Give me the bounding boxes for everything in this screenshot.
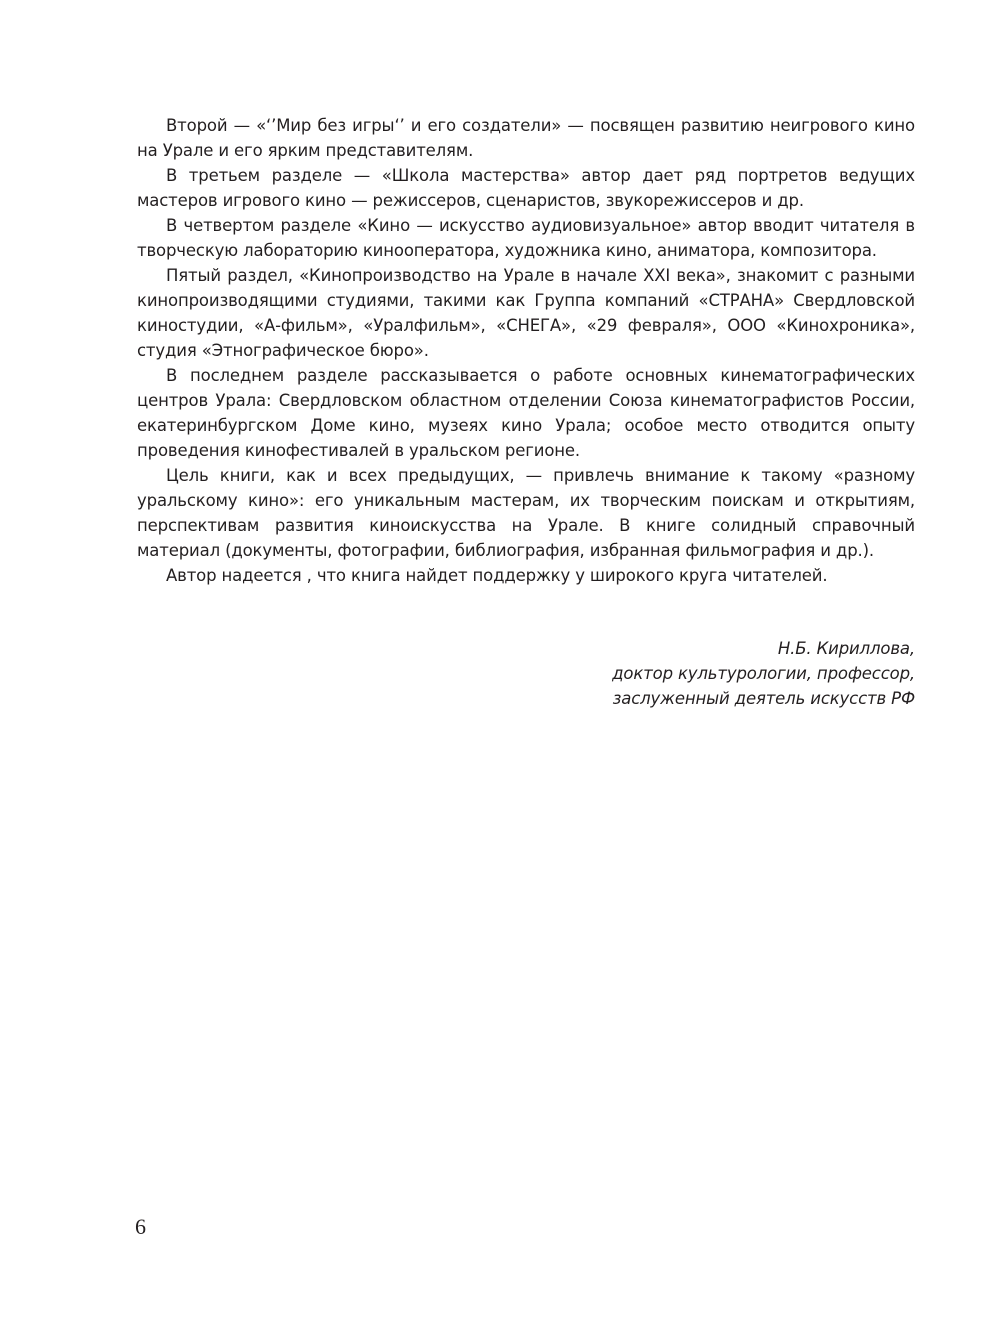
paragraph-4: Пятый раздел, «Кинопроизводство на Урале в начале XXI века», знакомит с разными кинопроизводящими студиями, такими как Группа компаний «СТРАНА» Свердловской киностудии, «А-фильм», «Уралфильм», «СНЕГА», «29 февраля», ООО «Кинохроника», студия «Этнографическое бюро».	[137, 266, 915, 360]
page-number: 6	[135, 1214, 146, 1239]
paragraph-7: Автор надеется , что книга найдет поддержку у широкого круга читателей.	[166, 566, 828, 585]
signature-block	[415, 636, 915, 711]
signature-name: Н.Б. Кириллова,	[777, 639, 915, 658]
paragraph-5: В последнем разделе рассказывается о работе основных кинематографических центров Урала: Свердловском областном отделении Союза кинематографистов России, екатеринбургском Доме кино, музеях кино Урала; особое место отводится опыту проведения кинофестивалей в уральском регионе.	[137, 366, 915, 460]
paragraph-3: В четвертом разделе «Кино — искусство аудиовизуальное» автор вводит читателя в творческую лабораторию кинооператора, художника кино, аниматора, композитора.	[137, 216, 915, 260]
paragraph-6: Цель книги, как и всех предыдущих, — привлечь внимание к такому «разному уральскому кино»: его уникальным мастерам, их творческим поискам и открытиям, перспективам развития киноискусства на Урале. В книге солидный справочный материал (документы, фотографии, библиография, избранная фильмография и др.).	[137, 466, 915, 560]
signature-honor: заслуженный деятель искусств РФ	[612, 689, 915, 708]
signature-title: доктор культурологии, профессор,	[612, 664, 915, 683]
paragraph-2: В третьем разделе — «Школа мастерства» автор дает ряд портретов ведущих мастеров игрового кино — режиссеров, сценаристов, звукорежиссеров и др.	[137, 166, 915, 210]
paragraph-1: Второй — «‘’Мир без игры‘’ и его создатели» — посвящен развитию неигрового кино на Урале и его ярким представителям.	[137, 116, 915, 160]
body-text	[137, 113, 915, 588]
